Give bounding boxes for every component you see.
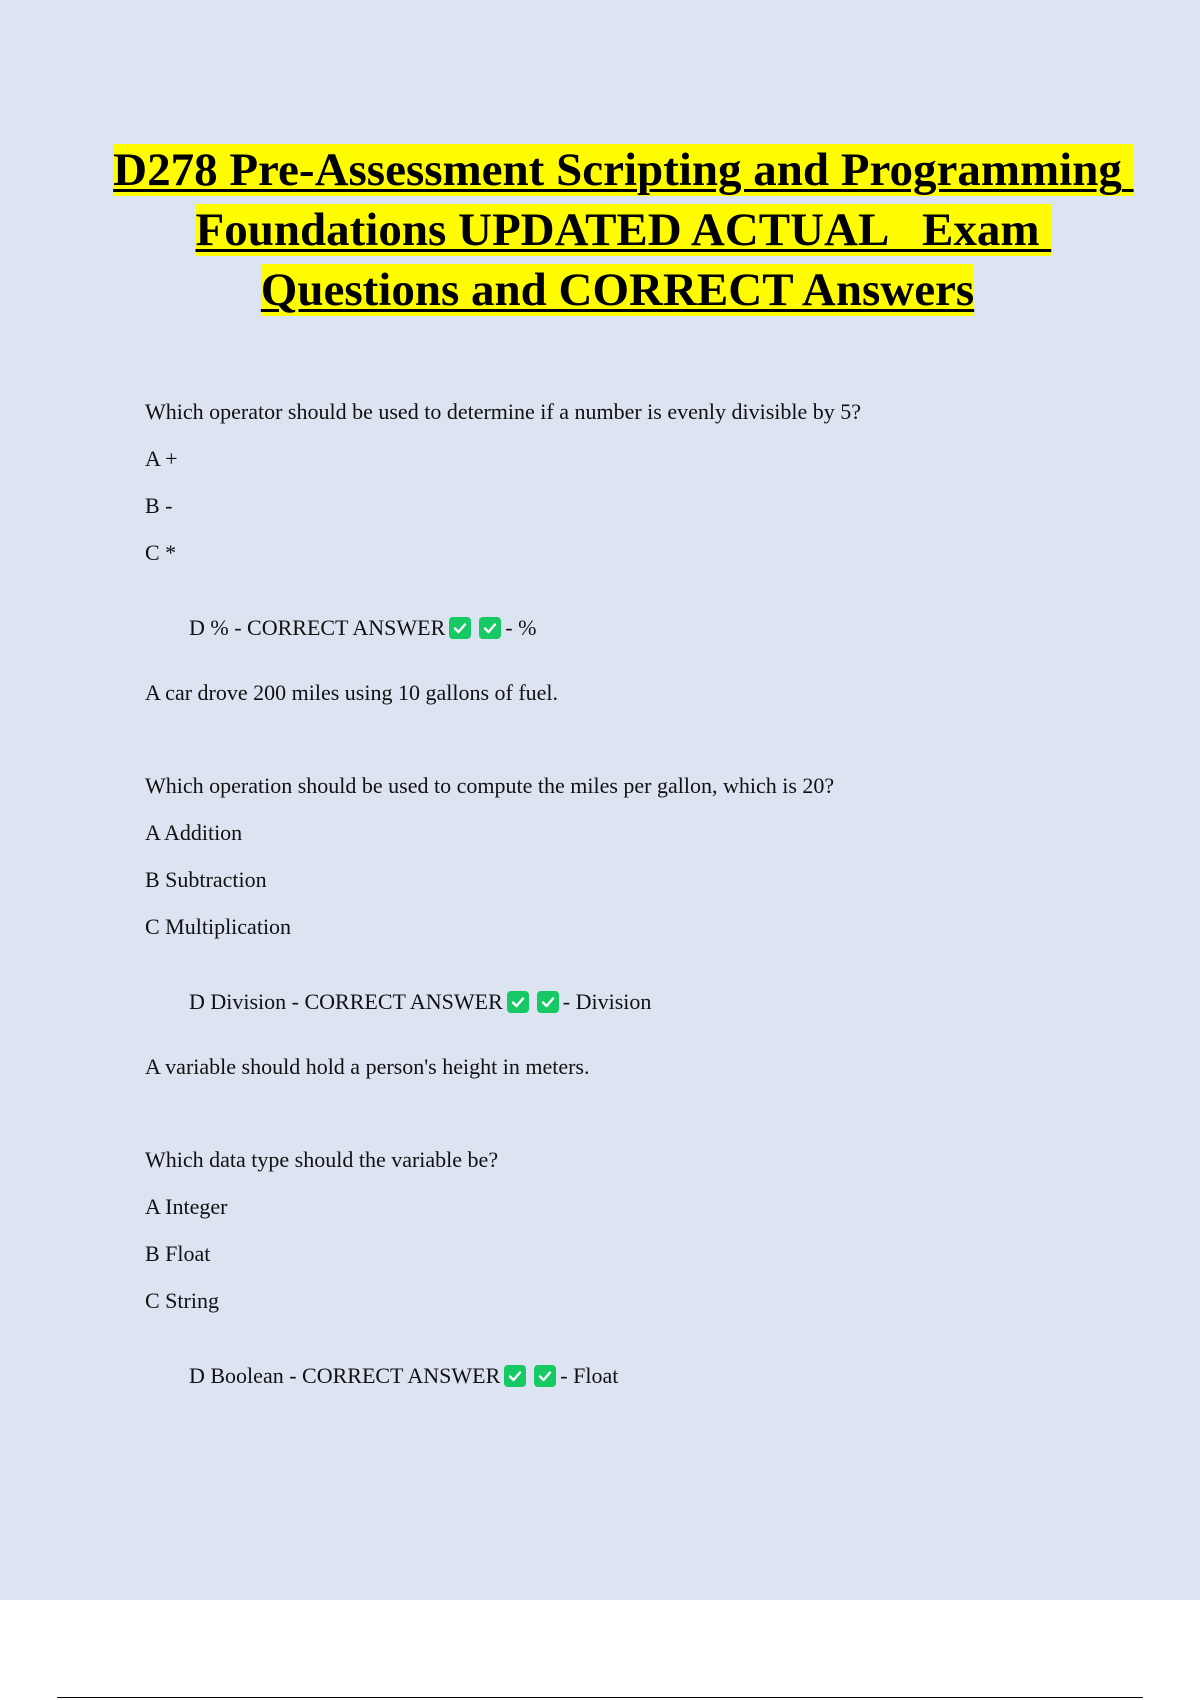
answer-option: B - <box>145 493 173 518</box>
question-prompt: Which data type should the variable be? <box>145 1147 499 1172</box>
question-list <box>145 398 1105 1388</box>
answer-option: C * <box>145 540 177 565</box>
spacer <box>145 1100 1105 1146</box>
correct-answer-label: D Division - CORRECT ANSWER <box>189 989 503 1014</box>
check-icon <box>449 617 471 639</box>
question-prompt: Which operator should be used to determine if a number is evenly divisible by 5? <box>145 399 862 424</box>
correct-answer-line <box>145 586 1105 640</box>
correct-answer-value: - Float <box>560 1363 619 1388</box>
answer-option: B Float <box>145 1241 211 1266</box>
check-icon <box>479 617 501 639</box>
question-block <box>145 398 1105 640</box>
check-icon <box>507 991 529 1013</box>
footer-divider <box>57 1697 1143 1698</box>
check-icon <box>534 1365 556 1387</box>
correct-answer-value: - % <box>505 615 537 640</box>
check-icon <box>504 1365 526 1387</box>
question-context: A variable should hold a person's height in meters. <box>145 1054 590 1079</box>
question-context: A car drove 200 miles using 10 gallons of fuel. <box>145 680 559 705</box>
correct-answer-label: D Boolean - CORRECT ANSWER <box>189 1363 501 1388</box>
question-block <box>145 1053 1105 1388</box>
correct-answer-value: - Division <box>562 989 652 1014</box>
correct-answer-line <box>145 960 1105 1014</box>
page-title-text: D278 Pre-Assessment Scripting and Programming Foundations UPDATED ACTUAL Exam Questions and CORRECT Answers <box>113 144 1134 316</box>
answer-option: A + <box>145 446 178 471</box>
answer-option: A Addition <box>145 820 243 845</box>
answer-option: C Multiplication <box>145 914 292 939</box>
correct-answer-label: D % - CORRECT ANSWER <box>189 615 446 640</box>
answer-option: C String <box>145 1288 219 1313</box>
title-block <box>100 140 1135 320</box>
question-prompt: Which operation should be used to compute the miles per gallon, which is 20? <box>145 773 835 798</box>
answer-option: B Subtraction <box>145 867 267 892</box>
correct-answer-line <box>145 1334 1105 1388</box>
spacer <box>145 726 1105 772</box>
page-title <box>100 140 1135 320</box>
check-icon <box>537 991 559 1013</box>
question-block <box>145 679 1105 1014</box>
answer-option: A Integer <box>145 1194 228 1219</box>
